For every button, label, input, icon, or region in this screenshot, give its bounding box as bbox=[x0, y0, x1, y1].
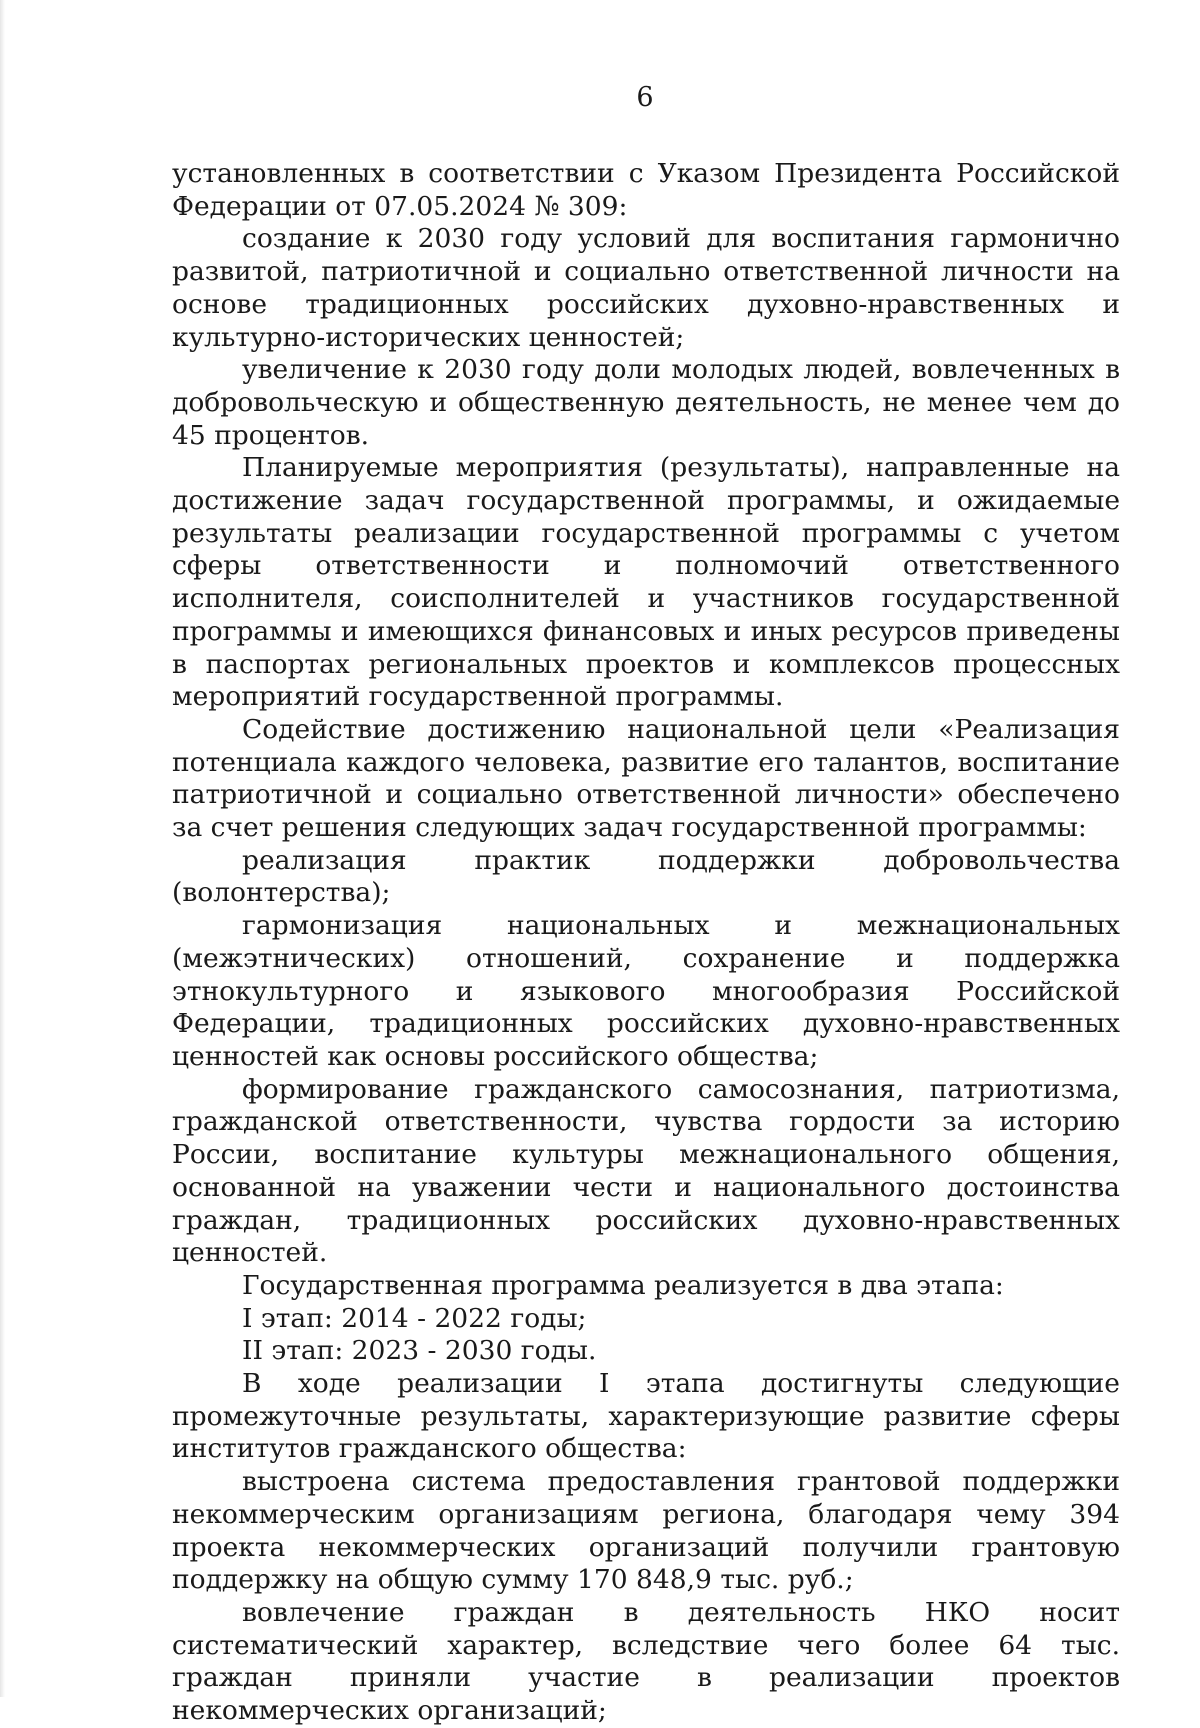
paragraph-goal-personality: создание к 2030 году условий для воспитания гармонично развитой, патриотичной и социально ответственной личности на основе традиционных российских духовно-нравственных и культурно-исторических ценностей; bbox=[172, 223, 1120, 353]
paragraph-citizen-involvement: вовлечение граждан в деятельность НКО носит систематический характер, вследствие чего более 64 тыс. граждан приняли участие в реализации проектов некоммерческих организаций; bbox=[172, 1596, 1120, 1727]
paragraph-grant-support: выстроена система предоставления грантовой поддержки некоммерческим организациям региона, благодаря чему 394 проекта некоммерческих организаций получили грантовую поддержку на общую сумму 170 848,9 тыс. руб.; bbox=[172, 1466, 1120, 1596]
paragraph-national-goal: Содействие достижению национальной цели «Реализация потенциала каждого человека, развитие его талантов, воспитание патриотичной и социально ответственной личности» обеспечено за счет решения следующих задач государственной программы: bbox=[172, 713, 1120, 844]
paragraph-stage-one-results: В ходе реализации I этапа достигнуты следующие промежуточные результаты, характеризующие развитие сферы институтов гражданского общества: bbox=[172, 1368, 1120, 1465]
paragraph-task-volunteering: реализация практик поддержки добровольчества (волонтерства); bbox=[172, 844, 1120, 909]
paragraph-planned-activities: Планируемые мероприятия (результаты), направленные на достижение задач государственной программы, и ожидаемые результаты реализации государственной программы с учетом сферы ответственности и полномочий ответственного исполнителя, соисполнителей и участников государственной программы и имеющихся финансовых и иных ресурсов приведены в паспортах региональных проектов и комплексов процессных мероприятий государственной программы. bbox=[172, 452, 1120, 713]
paragraph-stage-one: I этап: 2014 - 2022 годы; bbox=[242, 1302, 587, 1334]
scan-edge-shadow bbox=[0, 0, 5, 1697]
paragraph-task-harmonization: гармонизация национальных и межнациональных (межэтнических) отношений, сохранение и поддержка этнокультурного и языкового многообразия Российской Федерации, традиционных российских духовно-нравственных ценностей как основы российского общества; bbox=[172, 910, 1120, 1072]
document-body bbox=[172, 158, 1120, 1728]
paragraph-stages-intro: Государственная программа реализуется в два этапа: bbox=[242, 1269, 1004, 1301]
paragraph-stage-two: II этап: 2023 - 2030 годы. bbox=[242, 1335, 597, 1367]
paragraph-task-civic-identity: формирование гражданского самосознания, патриотизма, гражданской ответственности, чувства гордости за историю России, воспитание культуры межнационального общения, основанной на уважении чести и национального достоинства граждан, традиционных российских духовно-нравственных ценностей. bbox=[172, 1073, 1120, 1269]
paragraph-decree-reference: установленных в соответствии с Указом Президента Российской Федерации от 07.05.2024 № 309: bbox=[172, 158, 1120, 222]
page-number: 6 bbox=[636, 82, 654, 113]
paragraph-goal-youth-share: увеличение к 2030 году доли молодых людей, вовлеченных в добровольческую и общественную деятельность, не менее чем до 45 процентов. bbox=[172, 354, 1120, 451]
